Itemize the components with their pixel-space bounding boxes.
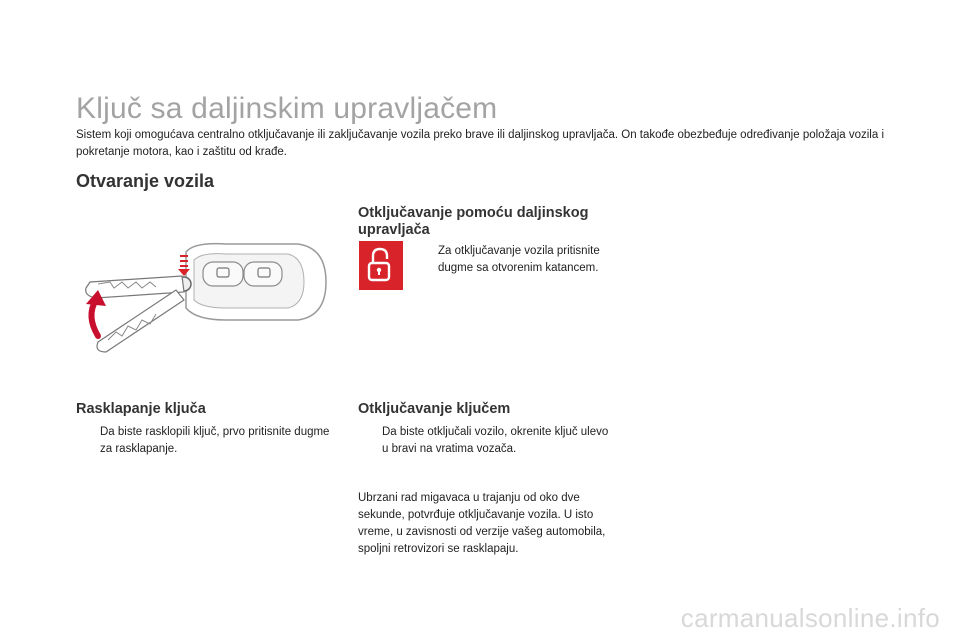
section-heading: Otvaranje vozila — [76, 171, 215, 191]
fold-bullet-text: Da biste rasklopili ključ, prvo pritisnite dugme za rasklapanje. — [100, 426, 330, 455]
remote-unlock-bullet — [414, 243, 638, 277]
key-unlock-heading: Otključavanje ključem — [358, 401, 511, 417]
folding-key-illustration — [76, 238, 330, 356]
watermark: carmanualsonline.info — [680, 603, 940, 633]
page-title: Ključ sa daljinskim upravljačem — [76, 92, 498, 125]
open-padlock-icon — [359, 241, 403, 290]
intro-paragraph: Sistem koji omogućava centralno otključavanje ili zaključavanje vozila preko brave ili daljinskog upravljača. On takođe obezbeđuje određivanje položaja vozila i pokretanje motora, kao i zaštitu od krađe. — [76, 129, 885, 158]
remote-unlock-heading: Otključavanje pomoću daljinskog upravljača — [358, 205, 589, 238]
key-unlock-bullet-text: Da biste otključali vozilo, okrenite ključ ulevo u bravi na vratima vozača. — [382, 426, 609, 455]
fold-heading: Rasklapanje ključa — [76, 401, 206, 417]
key-unlock-note: Ubrzani rad migavaca u trajanju od oko dve sekunde, potvrđuje otključavanje vozila. U isto vreme, u zavisnosti od verzije vašeg automobila, spoljni retrovizori se rasklapaju. — [358, 492, 606, 555]
fold-bullet — [76, 424, 332, 458]
remote-unlock-bullet-text: Za otključavanje vozila pritisnite dugme sa otvorenim katancem. — [438, 245, 600, 274]
key-unlock-bullet — [358, 424, 614, 458]
